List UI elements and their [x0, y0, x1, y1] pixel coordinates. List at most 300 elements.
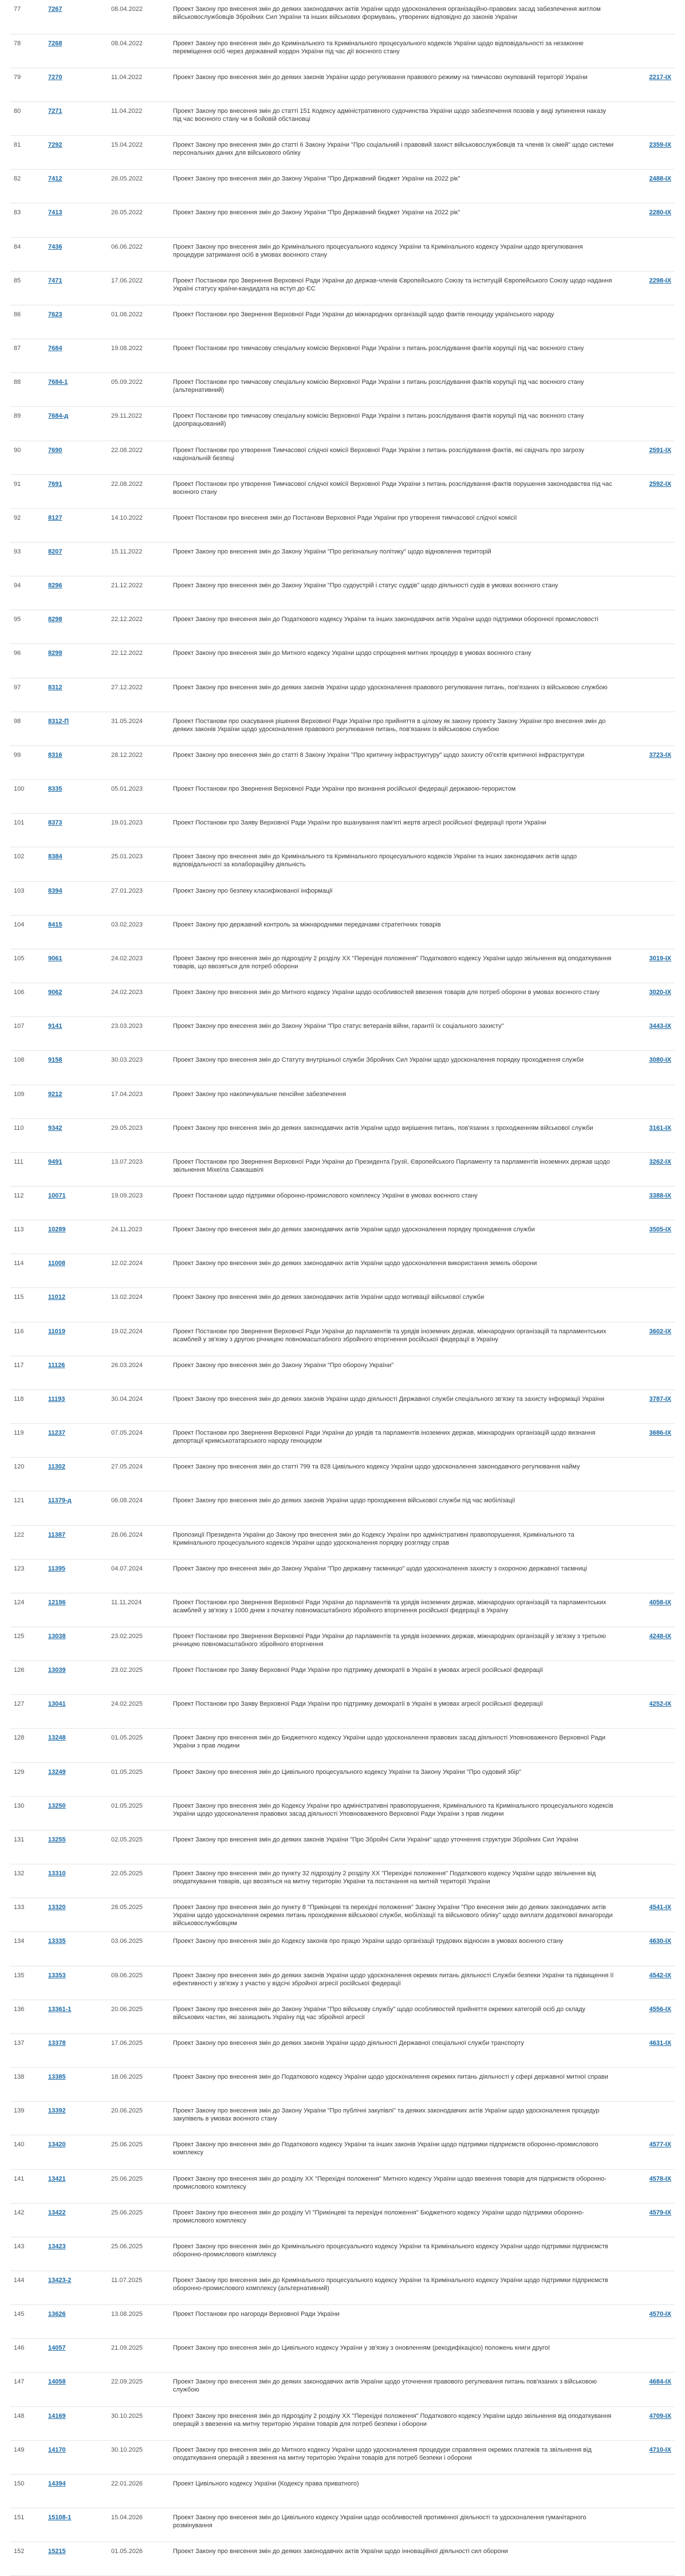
bill-number-cell — [45, 1254, 108, 1288]
row-index: 94 — [10, 576, 45, 610]
law-number-cell — [617, 68, 675, 101]
bill-number-link[interactable]: 7471 — [48, 277, 62, 284]
bill-title: Проект Закону про внесення змін до Кримінального процесуального кодексу України та Кримінального кодексу України щодо підтримки підприємств оборонно-промислового комплексу — [170, 2237, 617, 2271]
row-index: 140 — [10, 2135, 45, 2169]
row-index: 135 — [10, 1966, 45, 2000]
bill-title: Проект Постанови щодо підтримки оборонно-промислового комплексу України в умовах воєнного стану — [170, 1186, 617, 1220]
row-index: 99 — [10, 745, 45, 779]
bill-number-cell — [45, 1356, 108, 1389]
law-number-cell — [617, 1559, 675, 1593]
row-index: 87 — [10, 339, 45, 373]
bill-title: Проект Закону про накопичувальне пенсійне забезпечення — [170, 1085, 617, 1118]
bill-number-link[interactable]: 7684 — [48, 345, 62, 352]
bill-title: Проект Закону про внесення змін до Закону України "Про статус ветеранів війни, гарантії їх соціального захисту" — [170, 1017, 617, 1051]
bill-title: Проект Закону про внесення змін до Митного кодексу України щодо удосконалення процедури справляння окремих платежів та звільнення від оподаткування операцій з ввезення на митну територію України товарів для потреб безпеки і оборони — [170, 2440, 617, 2474]
bill-title: Проект Закону про внесення змін до Цивільного кодексу України у зв'язку з оновленням (рекодифікацією) положень книги другої — [170, 2339, 617, 2373]
law-number-cell — [617, 339, 675, 373]
registration-date: 02.05.2025 — [108, 1830, 170, 1864]
bill-number-link[interactable]: 14169 — [48, 2412, 66, 2420]
table-row — [10, 2102, 675, 2135]
law-number-cell — [617, 2373, 675, 2406]
bill-number-cell — [45, 1220, 108, 1254]
bill-number-cell — [45, 1661, 108, 1695]
registration-date: 22.08.2022 — [108, 474, 170, 508]
bill-title: Проект Постанови про Звернення Верховної Ради України до парламентів та урядів іноземних держав, міжнародних організацій у зв'язку з третьою річницею повномасштабного збройного вторгнення — [170, 1627, 617, 1661]
bill-title: Проект Закону про внесення змін до деяких законів України щодо діяльності Державної спеціальної служби транспорту — [170, 2033, 617, 2067]
bill-number-link[interactable]: 13420 — [48, 2141, 66, 2149]
law-number-cell — [617, 1932, 675, 1966]
law-number-cell — [617, 2000, 675, 2033]
table-row — [10, 1864, 675, 1898]
bill-title: Проект Закону про внесення змін до Закону України "Про регіональну політику" щодо відновлення територій — [170, 543, 617, 576]
registration-date: 19.08.2022 — [108, 339, 170, 373]
law-number-cell — [617, 1051, 675, 1085]
table-row — [10, 1695, 675, 1729]
bill-number-link[interactable]: 7267 — [48, 6, 62, 13]
bill-number-link[interactable]: 10071 — [48, 1192, 66, 1199]
bill-number-link[interactable]: 9158 — [48, 1057, 62, 1064]
bill-number-link[interactable]: 13041 — [48, 1701, 66, 1708]
law-number-cell — [617, 1627, 675, 1661]
bill-title: Проект Закону про внесення змін до розділу VI "Прикінцеві та перехідні положення" Бюджетного кодексу України щодо підтримки оборонно-промислового комплексу — [170, 2203, 617, 2237]
bill-number-link[interactable]: 11008 — [48, 1260, 65, 1267]
bill-number-cell — [45, 2474, 108, 2508]
bill-number-link[interactable]: 9141 — [48, 1023, 62, 1030]
law-number-link[interactable]: 4630-IX — [649, 1938, 671, 1945]
row-index: 142 — [10, 2203, 45, 2237]
bill-number-link[interactable]: 7268 — [48, 40, 62, 47]
row-index: 106 — [10, 983, 45, 1017]
table-row — [10, 237, 675, 271]
bill-number-link[interactable]: 13249 — [48, 1768, 66, 1776]
bill-title: Проект Закону про внесення змін до деяких законодавчих актів України щодо удосконалення використання земель оборони — [170, 1254, 617, 1288]
law-number-cell — [617, 1458, 675, 1491]
bill-number-link[interactable]: 11012 — [48, 1294, 65, 1301]
bill-number-cell — [45, 34, 108, 68]
law-number-cell — [617, 915, 675, 949]
law-number-link[interactable]: 4542-IX — [649, 1972, 671, 1979]
bill-number-cell — [45, 237, 108, 271]
bill-title: Проект Закону про внесення змін до Закону України "Про оборону України" — [170, 1356, 617, 1389]
bill-number-link[interactable]: 7412 — [48, 175, 62, 183]
bill-title: Проект Закону про безпеку класифікованої інформації — [170, 881, 617, 915]
law-number-link[interactable]: 2298-IX — [649, 277, 671, 284]
table-row — [10, 1186, 675, 1220]
bill-number-cell — [45, 2169, 108, 2203]
bill-number-link[interactable]: 7684-д — [48, 413, 69, 420]
bill-number-link[interactable]: 9212 — [48, 1090, 62, 1098]
registration-date: 30.10.2025 — [108, 2406, 170, 2440]
bill-number-link[interactable]: 9491 — [48, 1158, 62, 1165]
row-index: 124 — [10, 1593, 45, 1627]
bill-number-link[interactable]: 8312-П — [48, 717, 69, 725]
bill-number-link[interactable]: 15215 — [48, 2548, 66, 2555]
row-index: 120 — [10, 1458, 45, 1491]
law-number-link[interactable]: 3019-IX — [649, 955, 671, 962]
bill-number-link[interactable]: 7623 — [48, 311, 62, 318]
law-number-cell — [617, 2406, 675, 2440]
row-index: 134 — [10, 1932, 45, 1966]
law-number-cell — [617, 1729, 675, 1762]
bill-number-cell — [45, 1695, 108, 1729]
bill-number-link[interactable]: 7436 — [48, 243, 62, 250]
row-index: 95 — [10, 610, 45, 644]
bill-title: Проект Закону про внесення змін до деяких законів України "Про Збройні Сили України" щодо уточнення структури Збройних Сил України — [170, 1830, 617, 1864]
law-number-link[interactable]: 4684-IX — [649, 2378, 671, 2386]
table-row — [10, 1898, 675, 1932]
law-number-link[interactable]: 4709-IX — [649, 2412, 671, 2420]
bill-number-cell — [45, 68, 108, 101]
law-number-link[interactable]: 2280-IX — [649, 209, 671, 217]
bill-title: Проект Цивільного кодексу України (Кодексу права приватного) — [170, 2474, 617, 2508]
bill-number-link[interactable]: 11379-д — [48, 1497, 72, 1505]
bill-title: Пропозиції Президента України до Закону про внесення змін до Кодексу України про адміністративні правопорушення, Кримінального та Кримінального процесуального кодексів України щодо удосконалення порядку розгляду справ — [170, 1525, 617, 1559]
bill-number-link[interactable]: 15108-1 — [48, 2514, 72, 2522]
law-number-link[interactable]: 4058-IX — [649, 1599, 671, 1606]
bill-number-link[interactable]: 13310 — [48, 1870, 66, 1878]
law-number-cell — [617, 814, 675, 847]
bill-number-cell — [45, 814, 108, 847]
table-row — [10, 2373, 675, 2406]
registration-date: 19.09.2023 — [108, 1186, 170, 1220]
bill-number-cell — [45, 2237, 108, 2271]
law-number-cell — [617, 1356, 675, 1389]
bill-number-link[interactable]: 7271 — [48, 107, 62, 115]
row-index: 92 — [10, 508, 45, 542]
bill-number-link[interactable]: 8335 — [48, 786, 62, 793]
bill-number-link[interactable]: 13320 — [48, 1904, 66, 1911]
bill-number-cell — [45, 1966, 108, 2000]
bill-title: Проект Постанови про Звернення Верховної Ради України до Президента Грузії, Європейського Парламенту та парламентів іноземних держав щодо звільнення Міхеїла Саакашвілі — [170, 1152, 617, 1186]
bill-title: Проект Закону про державний контроль за міжнародними передачами стратегічних товарів — [170, 915, 617, 949]
bill-title: Проект Закону про внесення змін до підрозділу 2 розділу XX "Перехідні положення" Податкового кодексу України щодо звільнення від оподаткування товарів, що ввозяться для потреб оборони — [170, 949, 617, 983]
registration-date: 25.06.2025 — [108, 2135, 170, 2169]
bill-number-cell — [45, 1796, 108, 1830]
row-index: 84 — [10, 237, 45, 271]
law-number-link[interactable]: 3787-IX — [649, 1395, 671, 1403]
bill-number-cell — [45, 2033, 108, 2067]
bill-title: Проект Постанови про тимчасову спеціальну комісію Верховної Ради України з питань розслідування фактів корупції під час воєнного стану (альтернативний) — [170, 373, 617, 407]
bill-number-link[interactable]: 13255 — [48, 1836, 66, 1843]
bill-title: Проект Закону про внесення змін до Податкового кодексу України щодо удосконалення окремих питань діяльності у сфері державної митної справи — [170, 2068, 617, 2102]
registration-date: 25.06.2025 — [108, 2203, 170, 2237]
table-row — [10, 1729, 675, 1762]
bill-number-link[interactable]: 11237 — [48, 1430, 65, 1437]
law-number-cell — [617, 2508, 675, 2542]
bill-title: Проект Закону про внесення змін до статті 6 Закону України "Про соціальний і правовий захист військовослужбовців та членів їх сімей" щодо системи персональних даних для військового обліку — [170, 136, 617, 170]
bill-number-link[interactable]: 8316 — [48, 751, 62, 759]
bill-title: Проект Постанови про внесення змін до Постанови Верховної Ради України про утворення тимчасової слідчої комісії — [170, 508, 617, 542]
law-number-link[interactable]: 3723-IX — [649, 751, 671, 759]
bill-number-link[interactable]: 13353 — [48, 1972, 66, 1979]
bill-title: Проект Постанови про тимчасову спеціальну комісію Верховної Ради України з питань розслідування фактів корупції під час воєнного стану (доопрацьований) — [170, 407, 617, 441]
law-number-link[interactable]: 3686-IX — [649, 1430, 671, 1437]
table-row — [10, 780, 675, 814]
law-number-cell — [617, 1966, 675, 2000]
row-index: 85 — [10, 271, 45, 305]
row-index: 117 — [10, 1356, 45, 1389]
bill-number-link[interactable]: 7691 — [48, 480, 62, 488]
bill-number-cell — [45, 1491, 108, 1525]
registration-date: 30.10.2025 — [108, 2440, 170, 2474]
bill-number-cell — [45, 712, 108, 745]
bill-number-link[interactable]: 10289 — [48, 1226, 66, 1234]
bill-number-cell — [45, 441, 108, 474]
law-number-cell — [617, 1864, 675, 1898]
law-number-cell — [617, 2102, 675, 2135]
bill-number-cell — [45, 543, 108, 576]
bill-number-link[interactable]: 13626 — [48, 2311, 66, 2318]
bill-title: Проект Закону про внесення змін до Кодексу України про адміністративні правопорушення, Кримінального та Кримінального процесуального кодексів України щодо удосконалення правових засад діяльності Уповноваженого Верховної Ради України з прав людини — [170, 1796, 617, 1830]
law-number-link[interactable]: 4570-IX — [649, 2311, 671, 2318]
bill-number-cell — [45, 2542, 108, 2576]
table-row — [10, 745, 675, 779]
law-number-cell — [617, 780, 675, 814]
row-index: 110 — [10, 1118, 45, 1152]
law-number-cell — [617, 2033, 675, 2067]
bill-number-cell — [45, 780, 108, 814]
table-row — [10, 1085, 675, 1118]
law-number-cell — [617, 271, 675, 305]
bill-title: Проект Закону про внесення змін до Цивільного процесуального кодексу України та Закону України "Про судовий збір" — [170, 1762, 617, 1796]
row-index: 102 — [10, 847, 45, 881]
table-row — [10, 1356, 675, 1389]
row-index: 86 — [10, 305, 45, 339]
bill-number-cell — [45, 678, 108, 712]
table-row — [10, 2508, 675, 2542]
bill-number-link[interactable]: 7270 — [48, 73, 62, 81]
bill-number-link[interactable]: 9061 — [48, 955, 62, 962]
table-row — [10, 1152, 675, 1186]
bill-number-link[interactable]: 7684-1 — [48, 379, 68, 386]
bill-number-cell — [45, 1864, 108, 1898]
law-number-link[interactable]: 4252-IX — [649, 1701, 671, 1708]
law-number-cell — [617, 1085, 675, 1118]
bill-number-link[interactable]: 8298 — [48, 616, 62, 623]
bill-title: Проект Закону про внесення змін до Закону України "Про судоустрій і статус суддів" щодо діяльності судів в умовах воєнного стану — [170, 576, 617, 610]
bill-number-link[interactable]: 8394 — [48, 887, 62, 894]
registration-date: 22.05.2025 — [108, 1864, 170, 1898]
registration-date: 01.05.2025 — [108, 1762, 170, 1796]
law-number-cell — [617, 847, 675, 881]
bill-number-link[interactable]: 13039 — [48, 1667, 66, 1674]
registration-date: 25.06.2025 — [108, 2237, 170, 2271]
law-number-link[interactable]: 2488-IX — [649, 175, 671, 183]
row-index: 129 — [10, 1762, 45, 1796]
law-number-cell — [617, 407, 675, 441]
bill-number-link[interactable]: 8415 — [48, 921, 62, 928]
table-row — [10, 2203, 675, 2237]
law-number-cell — [617, 1796, 675, 1830]
law-number-cell — [617, 1288, 675, 1322]
registration-date: 06.08.2024 — [108, 1491, 170, 1525]
bill-title: Проект Постанови про Звернення Верховної Ради України до парламентів та урядів іноземних держав, міжнародних організацій та парламентських асамблей у зв'язку з другою річницею повномасштабного збройного вторгнення російської федерації в Україну — [170, 1322, 617, 1356]
row-index: 96 — [10, 644, 45, 678]
law-number-link[interactable]: 3505-IX — [649, 1226, 671, 1234]
registration-date: 28.06.2024 — [108, 1525, 170, 1559]
bill-number-link[interactable]: 8296 — [48, 582, 62, 590]
law-number-link[interactable]: 4541-IX — [649, 1904, 671, 1911]
law-number-cell — [617, 1661, 675, 1695]
bill-number-cell — [45, 373, 108, 407]
law-number-cell — [617, 1389, 675, 1423]
bill-number-link[interactable]: 13423 — [48, 2243, 66, 2250]
law-number-link[interactable]: 4631-IX — [649, 2039, 671, 2047]
bill-number-link[interactable]: 13385 — [48, 2074, 66, 2081]
bill-number-link[interactable]: 13335 — [48, 1938, 66, 1945]
bill-number-link[interactable]: 8207 — [48, 548, 62, 555]
bill-number-link[interactable]: 13392 — [48, 2107, 66, 2115]
registration-date: 27.05.2024 — [108, 1458, 170, 1491]
bill-number-cell — [45, 1288, 108, 1322]
law-number-cell — [617, 441, 675, 474]
bill-title: Проект Закону про внесення змін до Кримінального та Кримінального процесуального кодексів України щодо відповідальності за незаконне переміщення осіб через державний кордон України під час дії воєнного стану — [170, 34, 617, 68]
bill-title: Проект Закону про внесення змін до деяких законодавчих актів України щодо інноваційної діяльності сил оборони — [170, 2542, 617, 2576]
bill-number-link[interactable]: 8384 — [48, 853, 62, 861]
table-row — [10, 2271, 675, 2304]
law-number-link[interactable]: 2359-IX — [649, 142, 671, 149]
registration-date: 17.06.2022 — [108, 271, 170, 305]
bill-number-cell — [45, 136, 108, 170]
bill-title: Проект Закону про внесення змін до деяких законодавчих актів України щодо уточнення правового регулювання питань пов'язаних з військовою службою — [170, 2373, 617, 2406]
bill-number-cell — [45, 1729, 108, 1762]
bill-number-link[interactable]: 7690 — [48, 446, 62, 454]
bill-number-cell — [45, 1118, 108, 1152]
law-number-link[interactable]: 2217-IX — [649, 73, 671, 81]
bill-title: Проект Закону про внесення змін до Податкового кодексу України та інших законодавчих актів України щодо підтримки оборонної промисловості — [170, 610, 617, 644]
bill-number-cell — [45, 1525, 108, 1559]
bill-number-cell — [45, 170, 108, 203]
table-row — [10, 2406, 675, 2440]
bill-number-link[interactable]: 14058 — [48, 2378, 66, 2386]
registration-date: 26.03.2024 — [108, 1356, 170, 1389]
registration-date: 28.05.2025 — [108, 1898, 170, 1932]
bill-number-link[interactable]: 9342 — [48, 1124, 62, 1132]
table-row — [10, 271, 675, 305]
row-index: 150 — [10, 2474, 45, 2508]
row-index: 122 — [10, 1525, 45, 1559]
registration-date: 13.07.2023 — [108, 1152, 170, 1186]
bill-title: Проект Постанови про скасування рішення Верховної Ради України про прийняття в цілому як закону проекту Закону України про внесення змін до деяких законів України щодо удосконалення правового регулювання питань, пов'язаних із військовою службою — [170, 712, 617, 745]
law-number-link[interactable]: 2591-IX — [649, 446, 671, 454]
bill-number-cell — [45, 610, 108, 644]
row-index: 138 — [10, 2068, 45, 2102]
law-number-link[interactable]: 4579-IX — [649, 2209, 671, 2216]
bill-title: Проект Постанови про Заяву Верховної Ради України про вшанування пам'яті жертв агресії російської федерації проти України — [170, 814, 617, 847]
table-row — [10, 441, 675, 474]
law-number-cell — [617, 1152, 675, 1186]
law-number-link[interactable]: 3388-IX — [649, 1192, 671, 1199]
row-index: 91 — [10, 474, 45, 508]
table-row — [10, 2169, 675, 2203]
bill-number-link[interactable]: 11395 — [48, 1565, 65, 1572]
bill-number-link[interactable]: 8127 — [48, 514, 62, 521]
bill-number-link[interactable]: 14394 — [48, 2480, 66, 2487]
law-number-link[interactable]: 4556-IX — [649, 2005, 671, 2013]
bill-number-link[interactable]: 13248 — [48, 1734, 66, 1742]
row-index: 82 — [10, 170, 45, 203]
table-row — [10, 2135, 675, 2169]
registration-date: 06.06.2022 — [108, 237, 170, 271]
law-number-link[interactable]: 4578-IX — [649, 2175, 671, 2182]
law-number-link[interactable]: 4248-IX — [649, 1633, 671, 1640]
law-number-link[interactable]: 4710-IX — [649, 2446, 671, 2453]
bill-number-link[interactable]: 8373 — [48, 819, 62, 827]
bill-number-cell — [45, 2068, 108, 2102]
row-index: 81 — [10, 136, 45, 170]
law-number-link[interactable]: 3080-IX — [649, 1057, 671, 1064]
law-number-link[interactable]: 4577-IX — [649, 2141, 671, 2149]
bill-title: Проект Закону про внесення змін до Закону України "Про державну таємницю" щодо удосконалення захисту з охороною державної таємниці — [170, 1559, 617, 1593]
bill-number-cell — [45, 576, 108, 610]
law-number-cell — [617, 373, 675, 407]
bill-number-link[interactable]: 13423-2 — [48, 2276, 72, 2284]
table-row — [10, 2339, 675, 2373]
bill-number-link[interactable]: 11387 — [48, 1531, 65, 1538]
law-number-link[interactable]: 3161-IX — [649, 1124, 671, 1132]
table-row — [10, 847, 675, 881]
bill-number-link[interactable]: 12196 — [48, 1599, 66, 1606]
bill-title: Проект Постанови про утворення Тимчасової слідчої комісії Верховної Ради України з питань розслідування фактів порушення законодавства під час воєнного стану — [170, 474, 617, 508]
table-row — [10, 1830, 675, 1864]
bill-number-cell — [45, 1389, 108, 1423]
bill-number-link[interactable]: 13421 — [48, 2175, 66, 2182]
law-number-cell — [617, 1898, 675, 1932]
table-row — [10, 1389, 675, 1423]
bill-number-cell — [45, 271, 108, 305]
registration-date: 11.11.2024 — [108, 1593, 170, 1627]
bill-number-link[interactable]: 13250 — [48, 1802, 66, 1809]
bill-number-link[interactable]: 8299 — [48, 650, 62, 657]
table-row — [10, 136, 675, 170]
bill-number-link[interactable]: 11126 — [48, 1361, 65, 1369]
law-number-link[interactable]: 3262-IX — [649, 1158, 671, 1165]
bill-number-cell — [45, 2406, 108, 2440]
bill-number-link[interactable]: 13378 — [48, 2039, 66, 2047]
bill-number-link[interactable]: 13422 — [48, 2209, 66, 2216]
registration-date: 01.05.2025 — [108, 1796, 170, 1830]
law-number-link[interactable]: 3443-IX — [649, 1023, 671, 1030]
row-index: 88 — [10, 373, 45, 407]
bill-number-link[interactable]: 7292 — [48, 142, 62, 149]
law-number-link[interactable]: 3602-IX — [649, 1328, 671, 1335]
bill-number-link[interactable]: 11302 — [48, 1463, 65, 1471]
bill-title: Проект Постанови про утворення Тимчасової слідчої комісії Верховної Ради України з питань розслідування фактів, які свідчать про загрозу національній безпеці — [170, 441, 617, 474]
bill-number-link[interactable]: 14057 — [48, 2345, 66, 2352]
law-number-cell — [617, 1424, 675, 1458]
table-row — [10, 1559, 675, 1593]
registration-date: 11.04.2022 — [108, 101, 170, 135]
law-number-link[interactable]: 2592-IX — [649, 480, 671, 488]
table-row — [10, 1491, 675, 1525]
bill-number-link[interactable]: 13361-1 — [48, 2005, 72, 2013]
bill-number-link[interactable]: 8312 — [48, 684, 62, 691]
bill-number-link[interactable]: 14170 — [48, 2446, 66, 2453]
law-number-cell — [617, 2305, 675, 2339]
law-number-link[interactable]: 3020-IX — [649, 989, 671, 996]
bill-number-cell — [45, 2373, 108, 2406]
bill-title: Проект Закону про внесення змін до деяких законів України щодо удосконалення правового регулювання питань, пов'язаних із військовою службою — [170, 678, 617, 712]
row-index: 151 — [10, 2508, 45, 2542]
table-row — [10, 644, 675, 678]
table-row — [10, 1525, 675, 1559]
bill-number-link[interactable]: 13038 — [48, 1633, 66, 1640]
bill-number-link[interactable]: 11019 — [48, 1328, 65, 1335]
law-number-cell — [617, 1762, 675, 1796]
bill-number-link[interactable]: 11193 — [48, 1395, 65, 1403]
bill-number-link[interactable]: 9062 — [48, 989, 62, 996]
bill-number-link[interactable]: 7413 — [48, 209, 62, 217]
